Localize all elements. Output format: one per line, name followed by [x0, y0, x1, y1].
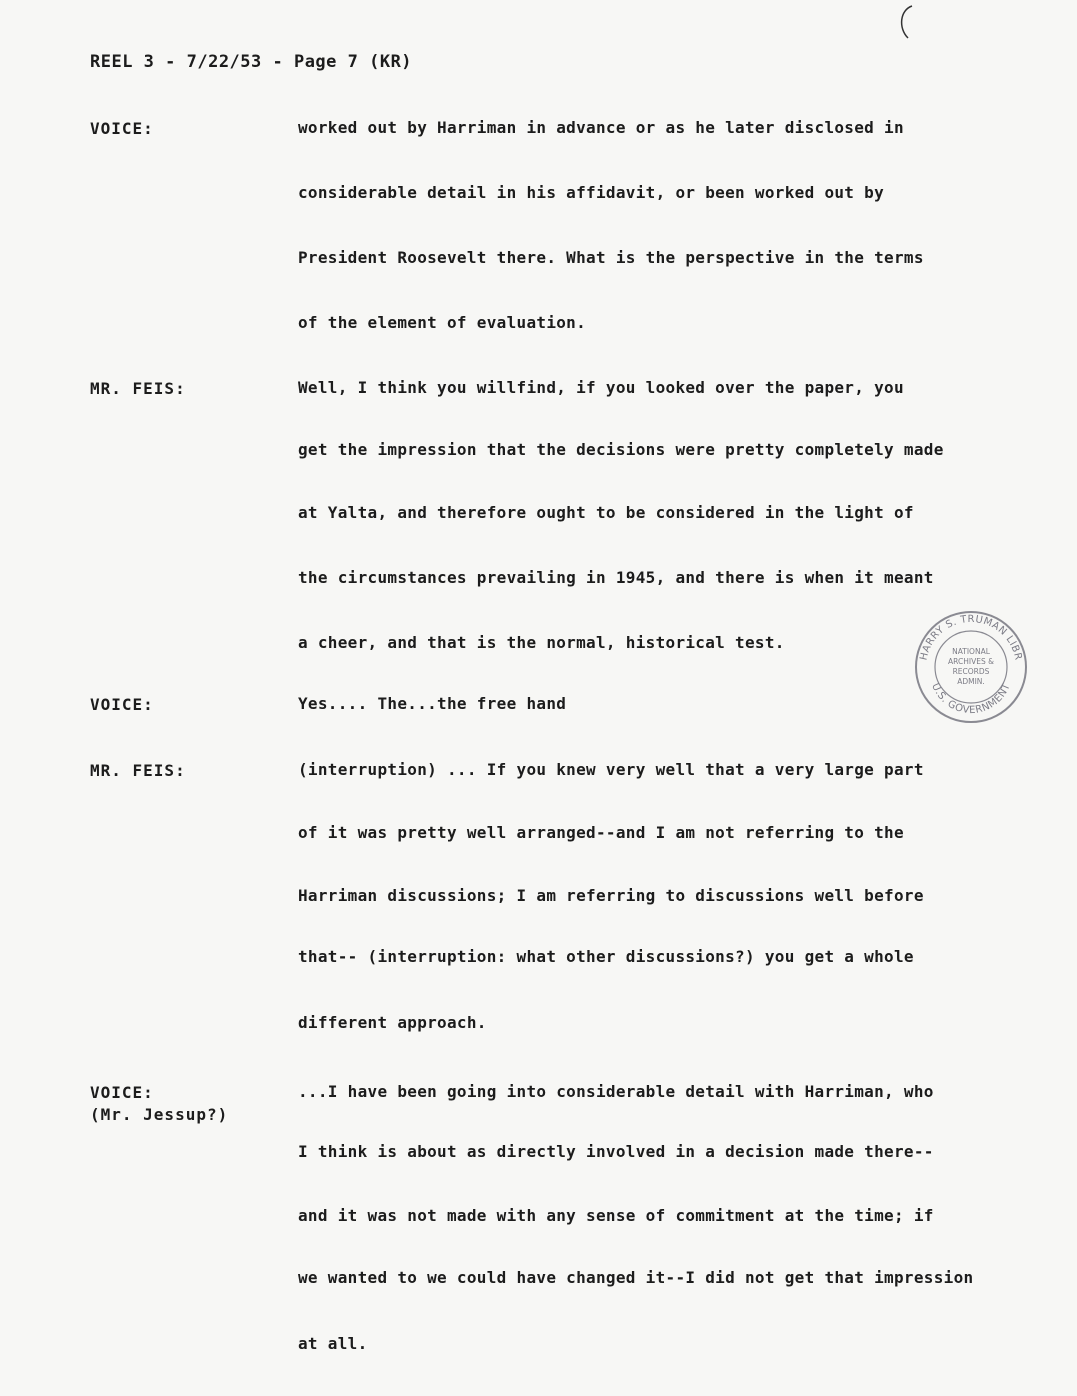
transcript-line: we wanted to we could have changed it--I did not get that impression — [298, 1268, 974, 1287]
speaker-label: VOICE: — [90, 695, 154, 714]
transcript-line: the circumstances prevailing in 1945, and there is when it meant — [298, 568, 934, 587]
transcript-line: President Roosevelt there. What is the perspective in the terms — [298, 248, 924, 267]
transcript-line: worked out by Harriman in advance or as he later disclosed in — [298, 118, 904, 137]
transcript-line: and it was not made with any sense of commitment at the time; if — [298, 1206, 934, 1225]
transcript-line: of the element of evaluation. — [298, 313, 587, 332]
transcript-line: ...I have been going into considerable detail with Harriman, who — [298, 1082, 934, 1101]
speaker-label: MR. FEIS: — [90, 761, 186, 780]
stamp-center-line: ARCHIVES & — [948, 657, 994, 666]
transcript-line: I think is about as directly involved in a decision made there-- — [298, 1142, 934, 1161]
transcript-line: (interruption) ... If you knew very well that a very large part — [298, 760, 924, 779]
transcript-line: that-- (interruption: what other discussions?) you get a whole — [298, 947, 914, 966]
transcript-line: Well, I think you willfind, if you looked over the paper, you — [298, 378, 904, 397]
transcript-line: of it was pretty well arranged--and I am not referring to the — [298, 823, 904, 842]
stamp-top-text: HARRY S. TRUMAN LIBR — [918, 613, 1024, 662]
transcript-line: get the impression that the decisions were pretty completely made — [298, 440, 944, 459]
stamp-center-line: NATIONAL — [952, 647, 990, 656]
speaker-note: (Mr. Jessup?) — [90, 1105, 229, 1124]
stamp-center-line: RECORDS — [952, 667, 990, 676]
transcript-line: at Yalta, and therefore ought to be considered in the light of — [298, 503, 914, 522]
transcript-line: a cheer, and that is the normal, historical test. — [298, 633, 785, 652]
speaker-label: VOICE: — [90, 119, 154, 138]
stamp-seal — [912, 608, 1030, 726]
svg-text:U.S. GOVERNMENT — [929, 681, 1013, 716]
speaker-label: MR. FEIS: — [90, 379, 186, 398]
transcript-line: different approach. — [298, 1013, 487, 1032]
transcript-line: Harriman discussions; I am referring to discussions well before — [298, 886, 924, 905]
page-header: REEL 3 - 7/22/53 - Page 7 (KR) — [90, 52, 413, 72]
stamp-center-line: ADMIN. — [957, 677, 985, 686]
speaker-label: VOICE: (Mr. Jessup?) — [90, 1083, 229, 1124]
archive-stamp — [912, 608, 1030, 726]
transcript-line: Yes.... The...the free hand — [298, 694, 567, 713]
pen-mark — [890, 2, 920, 42]
transcript-line: at all. — [298, 1334, 368, 1353]
transcript-line: considerable detail in his affidavit, or been worked out by — [298, 183, 885, 202]
stamp-bottom-text: U.S. GOVERNMENT — [929, 681, 1013, 717]
